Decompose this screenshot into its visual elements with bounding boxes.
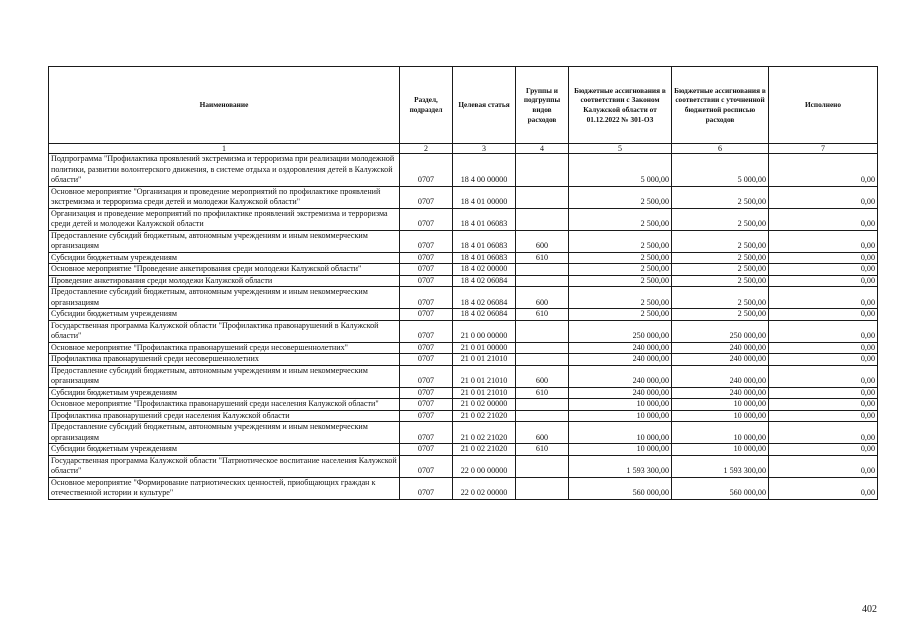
header-executed: Исполнено bbox=[769, 67, 878, 144]
row-executed-amount-cell: 0,00 bbox=[769, 387, 878, 399]
header-schedule-allocations: Бюджетные ассигнования в соответствии с уточненной бюджетной росписью расходов bbox=[672, 67, 769, 144]
row-section-cell: 0707 bbox=[400, 186, 453, 208]
row-executed-amount-cell: 0,00 bbox=[769, 320, 878, 342]
row-schedule-amount-cell: 2 500,00 bbox=[672, 230, 769, 252]
row-section-cell: 0707 bbox=[400, 342, 453, 354]
row-name-cell: Субсидии бюджетным учреждениям bbox=[49, 387, 400, 399]
row-expense-group-cell bbox=[516, 208, 569, 230]
row-schedule-amount-cell: 240 000,00 bbox=[672, 354, 769, 366]
row-schedule-amount-cell: 10 000,00 bbox=[672, 422, 769, 444]
row-executed-amount-cell: 0,00 bbox=[769, 264, 878, 276]
row-law-amount-cell: 2 500,00 bbox=[569, 252, 672, 264]
row-schedule-amount-cell: 240 000,00 bbox=[672, 387, 769, 399]
row-expense-group-cell bbox=[516, 154, 569, 187]
column-number-row bbox=[49, 144, 878, 154]
row-law-amount-cell: 2 500,00 bbox=[569, 208, 672, 230]
table-body bbox=[49, 154, 878, 500]
table-row bbox=[49, 186, 878, 208]
row-law-amount-cell: 240 000,00 bbox=[569, 342, 672, 354]
row-target-article-cell: 18 4 02 00000 bbox=[453, 264, 516, 276]
row-schedule-amount-cell: 5 000,00 bbox=[672, 154, 769, 187]
header-law-allocations: Бюджетные ассигнования в соответствии с Законом Калужской области от 01.12.2022 № 301-ОЗ bbox=[569, 67, 672, 144]
row-expense-group-cell: 610 bbox=[516, 309, 569, 321]
row-law-amount-cell: 240 000,00 bbox=[569, 387, 672, 399]
row-target-article-cell: 21 0 02 00000 bbox=[453, 399, 516, 411]
row-schedule-amount-cell: 10 000,00 bbox=[672, 444, 769, 456]
row-section-cell: 0707 bbox=[400, 387, 453, 399]
table-row bbox=[49, 287, 878, 309]
row-executed-amount-cell: 0,00 bbox=[769, 252, 878, 264]
row-schedule-amount-cell: 2 500,00 bbox=[672, 287, 769, 309]
column-number: 3 bbox=[453, 144, 516, 154]
row-name-cell: Подпрограмма "Профилактика проявлений экстремизма и терроризма при реализации молодежной политики, развитии волонтерского движения, в системе отдыха и оздоровления детей в Калужской области" bbox=[49, 154, 400, 187]
column-number: 7 bbox=[769, 144, 878, 154]
row-law-amount-cell: 2 500,00 bbox=[569, 230, 672, 252]
row-law-amount-cell: 2 500,00 bbox=[569, 287, 672, 309]
row-schedule-amount-cell: 2 500,00 bbox=[672, 264, 769, 276]
row-section-cell: 0707 bbox=[400, 264, 453, 276]
row-target-article-cell: 21 0 01 21010 bbox=[453, 354, 516, 366]
row-schedule-amount-cell: 2 500,00 bbox=[672, 252, 769, 264]
table-row bbox=[49, 477, 878, 499]
table-row bbox=[49, 455, 878, 477]
header-section: Раздел, подраздел bbox=[400, 67, 453, 144]
row-name-cell: Предоставление субсидий бюджетным, автономным учреждениям и иным некоммерческим организациям bbox=[49, 287, 400, 309]
row-target-article-cell: 21 0 01 21010 bbox=[453, 365, 516, 387]
row-name-cell: Основное мероприятие "Профилактика правонарушений среди населения Калужской области" bbox=[49, 399, 400, 411]
table-row bbox=[49, 309, 878, 321]
row-law-amount-cell: 2 500,00 bbox=[569, 309, 672, 321]
row-target-article-cell: 21 0 02 21020 bbox=[453, 410, 516, 422]
row-executed-amount-cell: 0,00 bbox=[769, 186, 878, 208]
row-target-article-cell: 18 4 01 06083 bbox=[453, 208, 516, 230]
row-name-cell: Основное мероприятие "Проведение анкетирования среди молодежи Калужской области" bbox=[49, 264, 400, 276]
row-section-cell: 0707 bbox=[400, 287, 453, 309]
row-expense-group-cell: 600 bbox=[516, 230, 569, 252]
row-name-cell: Субсидии бюджетным учреждениям bbox=[49, 252, 400, 264]
row-section-cell: 0707 bbox=[400, 365, 453, 387]
row-law-amount-cell: 240 000,00 bbox=[569, 354, 672, 366]
row-executed-amount-cell: 0,00 bbox=[769, 342, 878, 354]
row-schedule-amount-cell: 10 000,00 bbox=[672, 399, 769, 411]
row-expense-group-cell: 610 bbox=[516, 252, 569, 264]
row-law-amount-cell: 250 000,00 bbox=[569, 320, 672, 342]
row-executed-amount-cell: 0,00 bbox=[769, 230, 878, 252]
row-expense-group-cell bbox=[516, 399, 569, 411]
header-expense-groups: Группы и подгруппы видов расходов bbox=[516, 67, 569, 144]
column-number: 4 bbox=[516, 144, 569, 154]
row-section-cell: 0707 bbox=[400, 230, 453, 252]
row-law-amount-cell: 10 000,00 bbox=[569, 444, 672, 456]
row-expense-group-cell bbox=[516, 320, 569, 342]
row-expense-group-cell bbox=[516, 186, 569, 208]
table-row bbox=[49, 264, 878, 276]
row-law-amount-cell: 10 000,00 bbox=[569, 422, 672, 444]
budget-table bbox=[48, 66, 878, 500]
table-row bbox=[49, 387, 878, 399]
table-row bbox=[49, 444, 878, 456]
row-target-article-cell: 18 4 02 06084 bbox=[453, 287, 516, 309]
row-law-amount-cell: 10 000,00 bbox=[569, 399, 672, 411]
table-row bbox=[49, 208, 878, 230]
row-section-cell: 0707 bbox=[400, 208, 453, 230]
row-name-cell: Государственная программа Калужской области "Патриотическое воспитание населения Калужской области" bbox=[49, 455, 400, 477]
row-expense-group-cell: 600 bbox=[516, 422, 569, 444]
table-row bbox=[49, 422, 878, 444]
row-name-cell: Предоставление субсидий бюджетным, автономным учреждениям и иным некоммерческим организациям bbox=[49, 422, 400, 444]
row-target-article-cell: 18 4 02 06084 bbox=[453, 275, 516, 287]
row-schedule-amount-cell: 560 000,00 bbox=[672, 477, 769, 499]
header-name: Наименование bbox=[49, 67, 400, 144]
row-section-cell: 0707 bbox=[400, 154, 453, 187]
row-name-cell: Профилактика правонарушений среди несовершеннолетних bbox=[49, 354, 400, 366]
row-name-cell: Государственная программа Калужской области "Профилактика правонарушений в Калужской области" bbox=[49, 320, 400, 342]
table-row bbox=[49, 230, 878, 252]
table-row bbox=[49, 320, 878, 342]
column-number: 2 bbox=[400, 144, 453, 154]
table-row bbox=[49, 154, 878, 187]
row-law-amount-cell: 2 500,00 bbox=[569, 275, 672, 287]
row-section-cell: 0707 bbox=[400, 422, 453, 444]
table-row bbox=[49, 275, 878, 287]
row-schedule-amount-cell: 2 500,00 bbox=[672, 208, 769, 230]
row-name-cell: Субсидии бюджетным учреждениям bbox=[49, 309, 400, 321]
row-target-article-cell: 18 4 01 06083 bbox=[453, 230, 516, 252]
row-name-cell: Основное мероприятие "Формирование патриотических ценностей, приобщающих граждан к отечественной истории и культуре" bbox=[49, 477, 400, 499]
row-name-cell: Основное мероприятие "Организация и проведение мероприятий по профилактике проявлений экстремизма и терроризма среди детей и молодежи Калужской области" bbox=[49, 186, 400, 208]
row-executed-amount-cell: 0,00 bbox=[769, 287, 878, 309]
row-executed-amount-cell: 0,00 bbox=[769, 399, 878, 411]
row-target-article-cell: 18 4 00 00000 bbox=[453, 154, 516, 187]
row-expense-group-cell bbox=[516, 477, 569, 499]
row-section-cell: 0707 bbox=[400, 455, 453, 477]
table-row bbox=[49, 410, 878, 422]
page-number: 402 bbox=[862, 604, 877, 615]
row-executed-amount-cell: 0,00 bbox=[769, 455, 878, 477]
table-row bbox=[49, 342, 878, 354]
row-target-article-cell: 18 4 02 06084 bbox=[453, 309, 516, 321]
row-target-article-cell: 22 0 00 00000 bbox=[453, 455, 516, 477]
table-row bbox=[49, 252, 878, 264]
row-target-article-cell: 21 0 00 00000 bbox=[453, 320, 516, 342]
column-number: 6 bbox=[672, 144, 769, 154]
row-name-cell: Предоставление субсидий бюджетным, автономным учреждениям и иным некоммерческим организациям bbox=[49, 230, 400, 252]
column-number: 1 bbox=[49, 144, 400, 154]
row-schedule-amount-cell: 240 000,00 bbox=[672, 342, 769, 354]
row-target-article-cell: 21 0 02 21020 bbox=[453, 422, 516, 444]
table-row bbox=[49, 365, 878, 387]
row-law-amount-cell: 240 000,00 bbox=[569, 365, 672, 387]
table-row bbox=[49, 399, 878, 411]
row-law-amount-cell: 2 500,00 bbox=[569, 264, 672, 276]
row-expense-group-cell bbox=[516, 342, 569, 354]
row-executed-amount-cell: 0,00 bbox=[769, 422, 878, 444]
header-target-article: Целевая статья bbox=[453, 67, 516, 144]
row-executed-amount-cell: 0,00 bbox=[769, 365, 878, 387]
row-expense-group-cell bbox=[516, 264, 569, 276]
header-row bbox=[49, 67, 878, 144]
row-expense-group-cell: 600 bbox=[516, 365, 569, 387]
row-executed-amount-cell: 0,00 bbox=[769, 154, 878, 187]
row-name-cell: Субсидии бюджетным учреждениям bbox=[49, 444, 400, 456]
row-executed-amount-cell: 0,00 bbox=[769, 410, 878, 422]
row-executed-amount-cell: 0,00 bbox=[769, 275, 878, 287]
row-expense-group-cell bbox=[516, 354, 569, 366]
row-schedule-amount-cell: 240 000,00 bbox=[672, 365, 769, 387]
row-name-cell: Проведение анкетирования среди молодежи Калужской области bbox=[49, 275, 400, 287]
row-executed-amount-cell: 0,00 bbox=[769, 444, 878, 456]
row-target-article-cell: 18 4 01 06083 bbox=[453, 252, 516, 264]
row-law-amount-cell: 1 593 300,00 bbox=[569, 455, 672, 477]
row-schedule-amount-cell: 2 500,00 bbox=[672, 275, 769, 287]
row-schedule-amount-cell: 10 000,00 bbox=[672, 410, 769, 422]
row-schedule-amount-cell: 1 593 300,00 bbox=[672, 455, 769, 477]
table-row bbox=[49, 354, 878, 366]
row-target-article-cell: 21 0 01 21010 bbox=[453, 387, 516, 399]
row-expense-group-cell: 600 bbox=[516, 287, 569, 309]
row-expense-group-cell bbox=[516, 455, 569, 477]
row-schedule-amount-cell: 2 500,00 bbox=[672, 309, 769, 321]
row-schedule-amount-cell: 250 000,00 bbox=[672, 320, 769, 342]
row-section-cell: 0707 bbox=[400, 309, 453, 321]
row-schedule-amount-cell: 2 500,00 bbox=[672, 186, 769, 208]
row-section-cell: 0707 bbox=[400, 444, 453, 456]
row-executed-amount-cell: 0,00 bbox=[769, 309, 878, 321]
row-target-article-cell: 18 4 01 00000 bbox=[453, 186, 516, 208]
row-section-cell: 0707 bbox=[400, 252, 453, 264]
row-expense-group-cell bbox=[516, 410, 569, 422]
row-law-amount-cell: 10 000,00 bbox=[569, 410, 672, 422]
row-executed-amount-cell: 0,00 bbox=[769, 208, 878, 230]
row-section-cell: 0707 bbox=[400, 354, 453, 366]
row-executed-amount-cell: 0,00 bbox=[769, 354, 878, 366]
row-expense-group-cell: 610 bbox=[516, 387, 569, 399]
row-target-article-cell: 21 0 01 00000 bbox=[453, 342, 516, 354]
row-section-cell: 0707 bbox=[400, 399, 453, 411]
row-name-cell: Предоставление субсидий бюджетным, автономным учреждениям и иным некоммерческим организациям bbox=[49, 365, 400, 387]
row-name-cell: Основное мероприятие "Профилактика правонарушений среди несовершеннолетних" bbox=[49, 342, 400, 354]
row-law-amount-cell: 2 500,00 bbox=[569, 186, 672, 208]
row-law-amount-cell: 560 000,00 bbox=[569, 477, 672, 499]
column-number: 5 bbox=[569, 144, 672, 154]
row-section-cell: 0707 bbox=[400, 410, 453, 422]
row-target-article-cell: 21 0 02 21020 bbox=[453, 444, 516, 456]
row-executed-amount-cell: 0,00 bbox=[769, 477, 878, 499]
row-expense-group-cell: 610 bbox=[516, 444, 569, 456]
row-target-article-cell: 22 0 02 00000 bbox=[453, 477, 516, 499]
row-section-cell: 0707 bbox=[400, 477, 453, 499]
row-section-cell: 0707 bbox=[400, 320, 453, 342]
row-expense-group-cell bbox=[516, 275, 569, 287]
row-section-cell: 0707 bbox=[400, 275, 453, 287]
row-law-amount-cell: 5 000,00 bbox=[569, 154, 672, 187]
row-name-cell: Профилактика правонарушений среди населения Калужской области bbox=[49, 410, 400, 422]
row-name-cell: Организация и проведение мероприятий по профилактике проявлений экстремизма и терроризма среди детей и молодежи Калужской области bbox=[49, 208, 400, 230]
